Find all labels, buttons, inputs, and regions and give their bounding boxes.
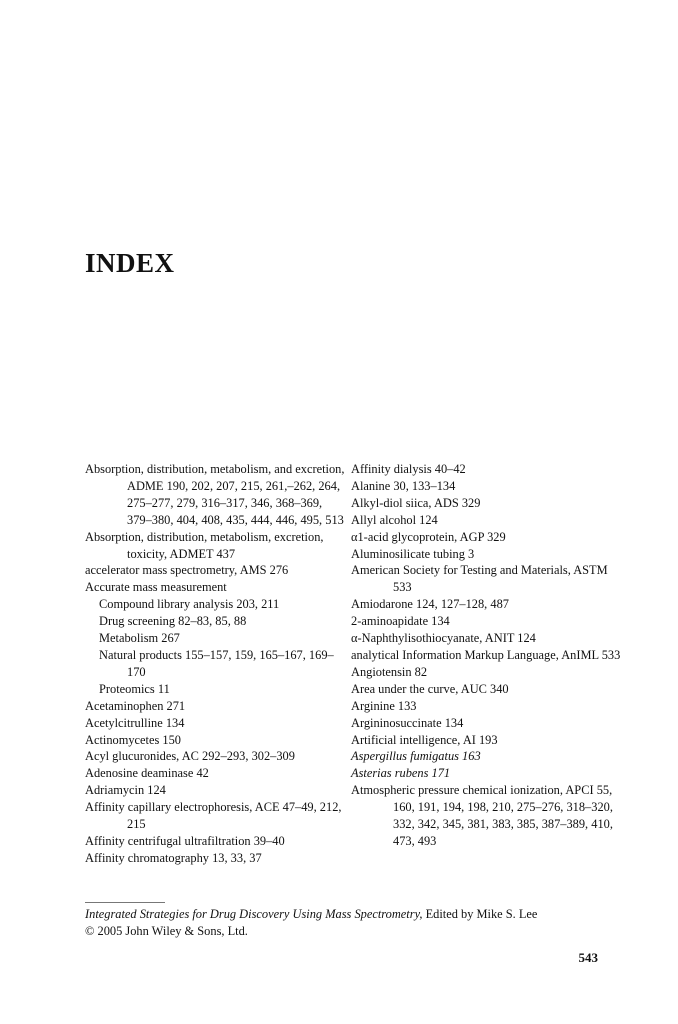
index-subentry: Proteomics 11 xyxy=(99,681,170,696)
index-entry: Area under the curve, AUC 340 xyxy=(351,681,509,696)
copyright-line: © 2005 John Wiley & Sons, Ltd. xyxy=(85,923,248,938)
index-entry: accelerator mass spectrometry, AMS 276 xyxy=(85,563,289,578)
index-entry: analytical Information Markup Language, AnIML 533 xyxy=(351,647,621,662)
index-entry: Adenosine deaminase 42 xyxy=(85,766,209,781)
index-entry: Adriamycin 124 xyxy=(85,783,166,798)
index-entry: Accurate mass measurement xyxy=(85,580,227,595)
index-subentry: Metabolism 267 xyxy=(99,631,180,646)
index-entry: α1-acid glycoprotein, AGP 329 xyxy=(351,529,506,544)
footnote xyxy=(85,906,605,940)
index-entry: Argininosuccinate 134 xyxy=(351,715,464,730)
footnote-rule xyxy=(85,902,165,903)
page-number: 543 xyxy=(578,950,598,965)
index-entry: Alanine 30, 133–134 xyxy=(351,478,456,493)
index-entry: Acetylcitrulline 134 xyxy=(85,715,185,730)
index-entry: Asterias rubens 171 xyxy=(351,766,451,781)
index-entry: Atmospheric pressure chemical ionization, APCI 55, 160, 191, 194, 198, 210, 275–276, 318–320, 332, 342, 345, 381, 383, 385, 387–389, 410, 473, 493 xyxy=(351,783,613,848)
index-entry: Angiotensin 82 xyxy=(351,664,428,679)
index-entry: Alkyl-diol siica, ADS 329 xyxy=(351,495,481,510)
index-entry: Artificial intelligence, AI 193 xyxy=(351,732,498,747)
index-entry: Aspergillus fumigatus 163 xyxy=(351,749,481,764)
index-entry: Amiodarone 124, 127–128, 487 xyxy=(351,597,509,612)
index-entry: Absorption, distribution, metabolism, and excretion, ADME 190, 202, 207, 215, 261,–262, 264, 275–277, 279, 316–317, 346, 368–369, 379–380, 404, 408, 435, 444, 446, 495, 513 xyxy=(85,462,345,527)
index-entry: Allyl alcohol 124 xyxy=(351,512,438,527)
index-entry: Affinity capillary electrophoresis, ACE 47–49, 212, 215 xyxy=(85,800,342,832)
index-entry: Arginine 133 xyxy=(351,698,417,713)
book-editor: Edited by Mike S. Lee xyxy=(422,907,538,921)
index-column-right xyxy=(351,461,621,850)
index-entry: 2-aminoapidate 134 xyxy=(351,614,450,629)
index-subentry: Natural products 155–157, 159, 165–167, 169–170 xyxy=(99,647,334,679)
index-column-left xyxy=(85,461,347,867)
index-subentry: Drug screening 82–83, 85, 88 xyxy=(99,614,247,629)
index-entry: Actinomycetes 150 xyxy=(85,732,182,747)
index-entry: Affinity dialysis 40–42 xyxy=(351,462,466,476)
index-entry: Acetaminophen 271 xyxy=(85,698,186,713)
index-entry: Absorption, distribution, metabolism, excretion, toxicity, ADMET 437 xyxy=(85,529,324,561)
page-title: INDEX xyxy=(85,248,175,278)
index-entry: Affinity centrifugal ultrafiltration 39–40 xyxy=(85,833,285,848)
index-subentry: Compound library analysis 203, 211 xyxy=(99,597,280,612)
index-entry: American Society for Testing and Materials, ASTM 533 xyxy=(351,563,608,595)
book-title: Integrated Strategies for Drug Discovery Using Mass Spectrometry, xyxy=(85,907,423,921)
index-entry: Aluminosilicate tubing 3 xyxy=(351,546,475,561)
index-entry: Affinity chromatography 13, 33, 37 xyxy=(85,850,262,865)
index-entry: α-Naphthylisothiocyanate, ANIT 124 xyxy=(351,631,536,646)
index-entry: Acyl glucuronides, AC 292–293, 302–309 xyxy=(85,749,295,764)
